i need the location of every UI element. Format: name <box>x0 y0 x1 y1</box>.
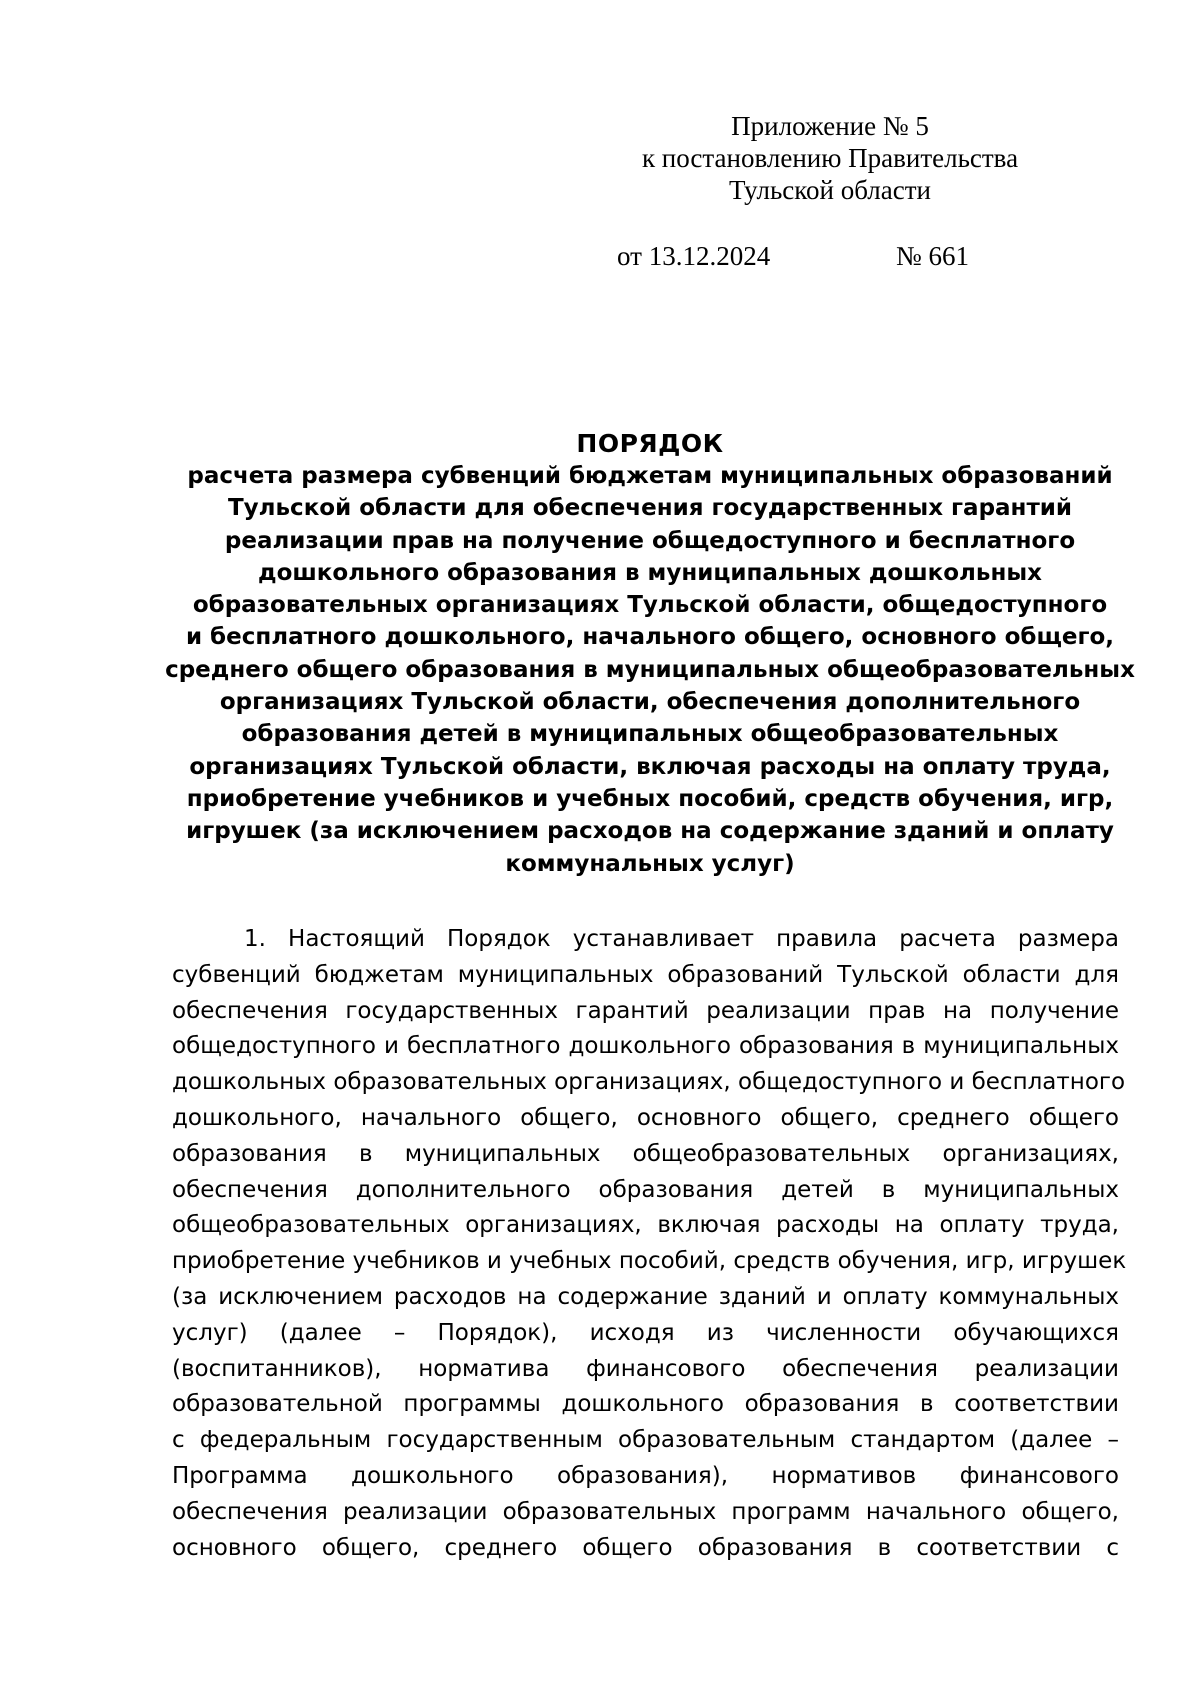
subtitle-line: расчета размера субвенций бюджетам муниципальных образований <box>187 463 1113 489</box>
subtitle-line: среднего общего образования в муниципальных общеобразовательных <box>165 656 1135 683</box>
body-line: обеспечения дополнительного образования детей в муниципальных <box>172 1176 1119 1203</box>
body-line: Программа дошкольного образования), нормативов финансового <box>172 1462 1119 1489</box>
body-line: 1. Настоящий Порядок устанавливает правила расчета размера <box>244 926 1119 952</box>
appendix-header <box>600 110 1060 206</box>
body-line: приобретение учебников и учебных пособий, средств обучения, игр, игрушек <box>172 1248 1127 1275</box>
subtitle-line: приобретение учебников и учебных пособий, средств обучения, игр, <box>186 785 1114 812</box>
document-title: ПОРЯДОК <box>576 429 724 458</box>
subtitle-line: образования детей в муниципальных общеобразовательных <box>241 721 1059 748</box>
appendix-line: Тульской области <box>729 175 931 205</box>
body-line: обеспечения реализации образовательных программ начального общего, <box>172 1498 1119 1525</box>
document-number: № 661 <box>896 241 970 271</box>
body-line: основного общего, среднего общего образования в соответствии с <box>172 1534 1119 1561</box>
subtitle-line: организациях Тульской области, обеспечения дополнительного <box>219 689 1081 716</box>
body-line: с федеральным государственным образовательным стандартом (далее – <box>172 1427 1119 1454</box>
body-line: образования в муниципальных общеобразовательных организациях, <box>172 1140 1119 1167</box>
document-date: от 13.12.2024 <box>617 241 771 271</box>
body-line: услуг) (далее – Порядок), исходя из численности обучающихся <box>172 1319 1119 1346</box>
appendix-line: Приложение № 5 <box>731 111 929 141</box>
subtitle-line: дошкольного образования в муниципальных дошкольных <box>258 559 1042 586</box>
subtitle-line: коммунальных услуг) <box>505 850 795 877</box>
body-line: субвенций бюджетам муниципальных образований Тульской области для <box>172 961 1119 988</box>
body-line: образовательной программы дошкольного образования в соответствии <box>172 1391 1119 1418</box>
appendix-line: к постановлению Правительства <box>641 143 1019 173</box>
subtitle-line: Тульской области для обеспечения государственных гарантий <box>227 495 1073 522</box>
subtitle-line: образовательных организациях Тульской области, общедоступного <box>192 592 1108 619</box>
subtitle-line: организациях Тульской области, включая расходы на оплату труда, <box>189 753 1111 780</box>
body-line: общедоступного и бесплатного дошкольного образования в муниципальных <box>172 1033 1119 1060</box>
subtitle-line: игрушек (за исключением расходов на содержание зданий и оплату <box>186 818 1114 845</box>
subtitle-line: и бесплатного дошкольного, начального общего, основного общего, <box>185 624 1115 651</box>
body-line: общеобразовательных организациях, включая расходы на оплату труда, <box>172 1212 1119 1239</box>
subtitle-line: реализации прав на получение общедоступного и бесплатного <box>224 527 1076 554</box>
body-line: дошкольных образовательных организациях, общедоступного и бесплатного <box>172 1069 1126 1096</box>
body-line: обеспечения государственных гарантий реализации прав на получение <box>172 997 1119 1024</box>
body-line: (воспитанников), норматива финансового обеспечения реализации <box>172 1355 1119 1382</box>
body-line: дошкольного, начального общего, основного общего, среднего общего <box>172 1104 1119 1131</box>
body-paragraph <box>172 922 1127 1566</box>
body-line: (за исключением расходов на содержание зданий и оплату коммунальных <box>172 1283 1119 1310</box>
document-title-block <box>165 428 1135 880</box>
